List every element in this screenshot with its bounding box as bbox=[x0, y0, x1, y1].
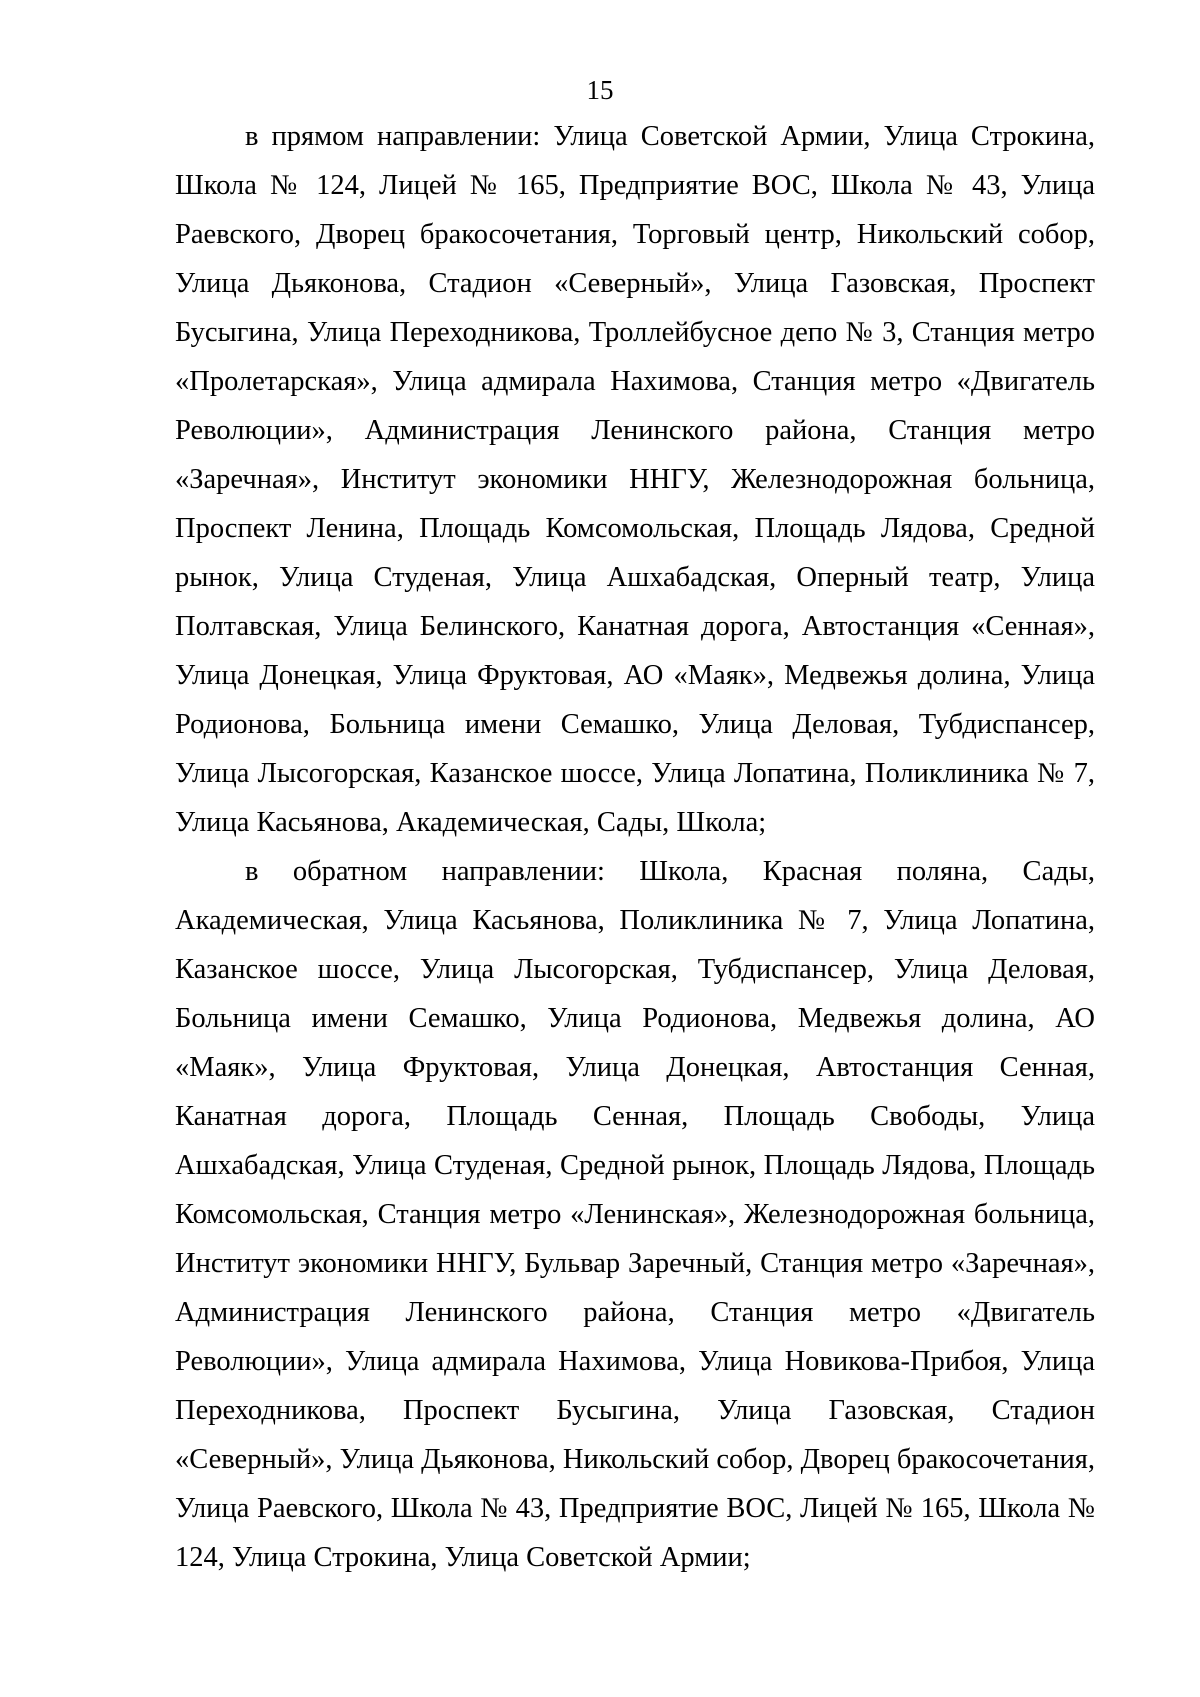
page-number: 15 bbox=[586, 75, 614, 105]
paragraph-reverse-direction: в обратном направлении: Школа, Красная поляна, Сады, Академическая, Улица Касьянова, Поликлиника № 7, Улица Лопатина, Казанское шоссе, Улица Лысогорская, Тубдиспансер, Улица Деловая, Больница имени Семашко, Улица Родионова, Медвежья долина, АО «Маяк», Улица Фруктовая, Улица Донецкая, Автостанция Сенная, Канатная дорога, Площадь Сенная, Площадь Свободы, Улица Ашхабадская, Улица Студеная, Средной рынок, Площадь Лядова, Площадь Комсомольская, Станция метро «Ленинская», Железнодорожная больница, Институт экономики ННГУ, Бульвар Заречный, Станция метро «Заречная», Администрация Ленинского района, Станция метро «Двигатель Революции», Улица адмирала Нахимова, Улица Новикова-Прибоя, Улица Переходникова, Проспект Бусыгина, Улица Газовская, Стадион «Северный», Улица Дьяконова, Никольский собор, Дворец бракосочетания, Улица Раевского, Школа № 43, Предприятие ВОС, Лицей № 165, Школа № 124, Улица Строкина, Улица Советской Армии; bbox=[175, 856, 1095, 1573]
paragraph-forward-direction: в прямом направлении: Улица Советской Армии, Улица Строкина, Школа № 124, Лицей № 165, Предприятие ВОС, Школа № 43, Улица Раевского, Дворец бракосочетания, Торговый центр, Никольский собор, Улица Дьяконова, Стадион «Северный», Улица Газовская, Проспект Бусыгина, Улица Переходникова, Троллейбусное депо № 3, Станция метро «Пролетарская», Улица адмирала Нахимова, Станция метро «Двигатель Революции», Администрация Ленинского района, Станция метро «Заречная», Институт экономики ННГУ, Железнодорожная больница, Проспект Ленина, Площадь Комсомольская, Площадь Лядова, Средной рынок, Улица Студеная, Улица Ашхабадская, Оперный театр, Улица Полтавская, Улица Белинского, Канатная дорога, Автостанция «Сенная», Улица Донецкая, Улица Фруктовая, АО «Маяк», Медвежья долина, Улица Родионова, Больница имени Семашко, Улица Деловая, Тубдиспансер, Улица Лысогорская, Казанское шоссе, Улица Лопатина, Поликлиника № 7, Улица Касьянова, Академическая, Сады, Школа; bbox=[175, 121, 1095, 838]
document-body bbox=[175, 112, 1095, 1582]
